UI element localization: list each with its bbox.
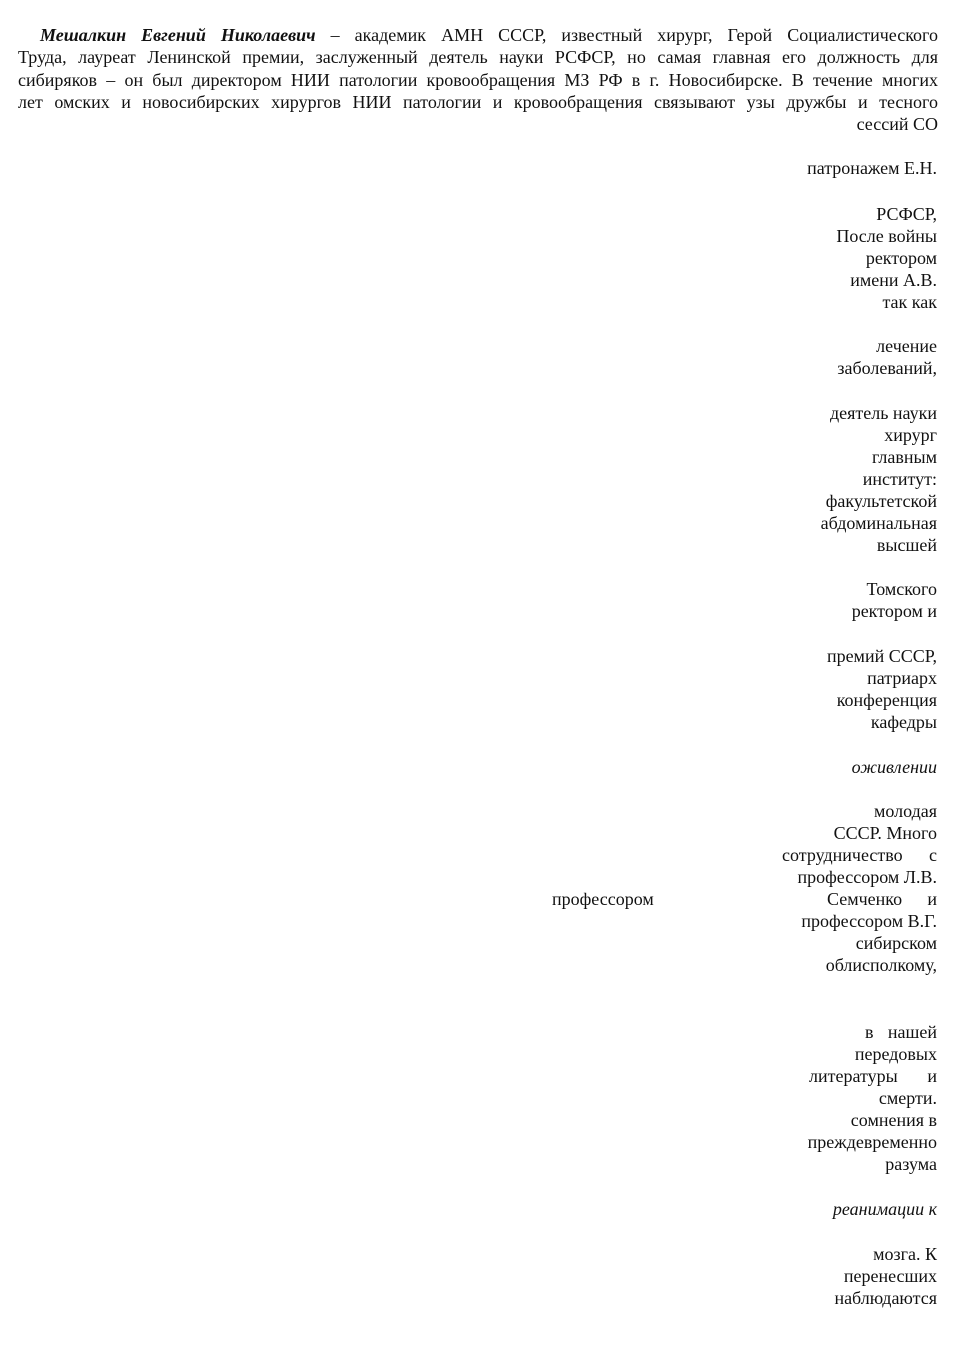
text-fragment: профессором Л.В. xyxy=(797,867,937,887)
text-fragment: сомнения в xyxy=(850,1110,937,1130)
text-fragment: заболеваний, xyxy=(837,358,937,378)
text-fragment: облисполкому, xyxy=(825,955,937,975)
text-fragment: профессором В.Г. xyxy=(801,911,937,931)
text-fragment: сибирском xyxy=(855,933,937,953)
intro-line-5: сессий СО xyxy=(856,114,938,135)
text-fragment: ректором xyxy=(865,248,937,268)
text-fragment: перенесших xyxy=(843,1266,937,1286)
text-fragment: патронажем Е.Н. xyxy=(807,158,937,178)
text-fragment: факультетской xyxy=(825,491,937,511)
text-fragment: конференция xyxy=(836,690,937,710)
text-fragment: кафедры xyxy=(870,712,937,732)
intro-line-3: сибиряков – он был директором НИИ патологии кровообращения МЗ РФ в г. Новосибирске. В течение многих xyxy=(18,69,938,90)
text-fragment: преждевременно xyxy=(807,1132,937,1152)
text-fragment: Семченко и xyxy=(827,889,937,909)
person-name: Мешалкин Евгений Николаевич xyxy=(40,25,316,45)
text-fragment: абдоминальная xyxy=(820,513,937,533)
text-fragment: молодая xyxy=(873,801,937,821)
text-fragment: высшей xyxy=(876,535,937,555)
text-fragment: передовых xyxy=(854,1044,937,1064)
text-fragment-italic: реанимации к xyxy=(832,1199,937,1219)
text-fragment: СССР. Много xyxy=(833,823,937,843)
text-fragment: Томского xyxy=(866,579,937,599)
text-fragment: смерти. xyxy=(878,1088,937,1108)
intro-line-1 xyxy=(18,24,938,46)
text-fragment: разума xyxy=(885,1154,937,1174)
text-fragment: мозга. К xyxy=(873,1244,937,1264)
text-fragment: литературы и xyxy=(809,1066,937,1086)
text-fragment: патриарх xyxy=(867,668,937,688)
text-fragment: институт: xyxy=(862,469,937,489)
text-fragment: так как xyxy=(882,292,937,312)
text-fragment-left: профессором xyxy=(552,889,654,909)
text-fragment: сотрудничество с xyxy=(782,845,937,865)
text-fragment-italic: оживлении xyxy=(851,757,937,777)
text-fragment: главным xyxy=(871,447,937,467)
intro-line-1-text: – академик АМН СССР, известный хирург, Герой Социалистического xyxy=(315,25,938,45)
text-fragment: имени А.В. xyxy=(850,270,937,290)
intro-paragraph xyxy=(18,24,938,135)
text-fragment: РСФСР, xyxy=(876,204,937,224)
text-fragment: премий СССР, xyxy=(826,646,937,666)
text-fragment: деятель науки xyxy=(829,403,937,423)
text-fragment: ректором и xyxy=(851,601,937,621)
text-fragment: После войны xyxy=(836,226,937,246)
text-fragment: хирург xyxy=(884,425,937,445)
text-fragment: наблюдаются xyxy=(834,1288,937,1308)
text-fragment: лечение xyxy=(876,336,937,356)
intro-line-4: лет омских и новосибирских хирургов НИИ патологии и кровообращения связывают узы дружбы и тесного xyxy=(18,91,938,112)
intro-line-2: Труда, лауреат Ленинской премии, заслуженный деятель науки РСФСР, но самая главная его должность для xyxy=(18,47,938,68)
text-fragment: в нашей xyxy=(865,1022,937,1042)
